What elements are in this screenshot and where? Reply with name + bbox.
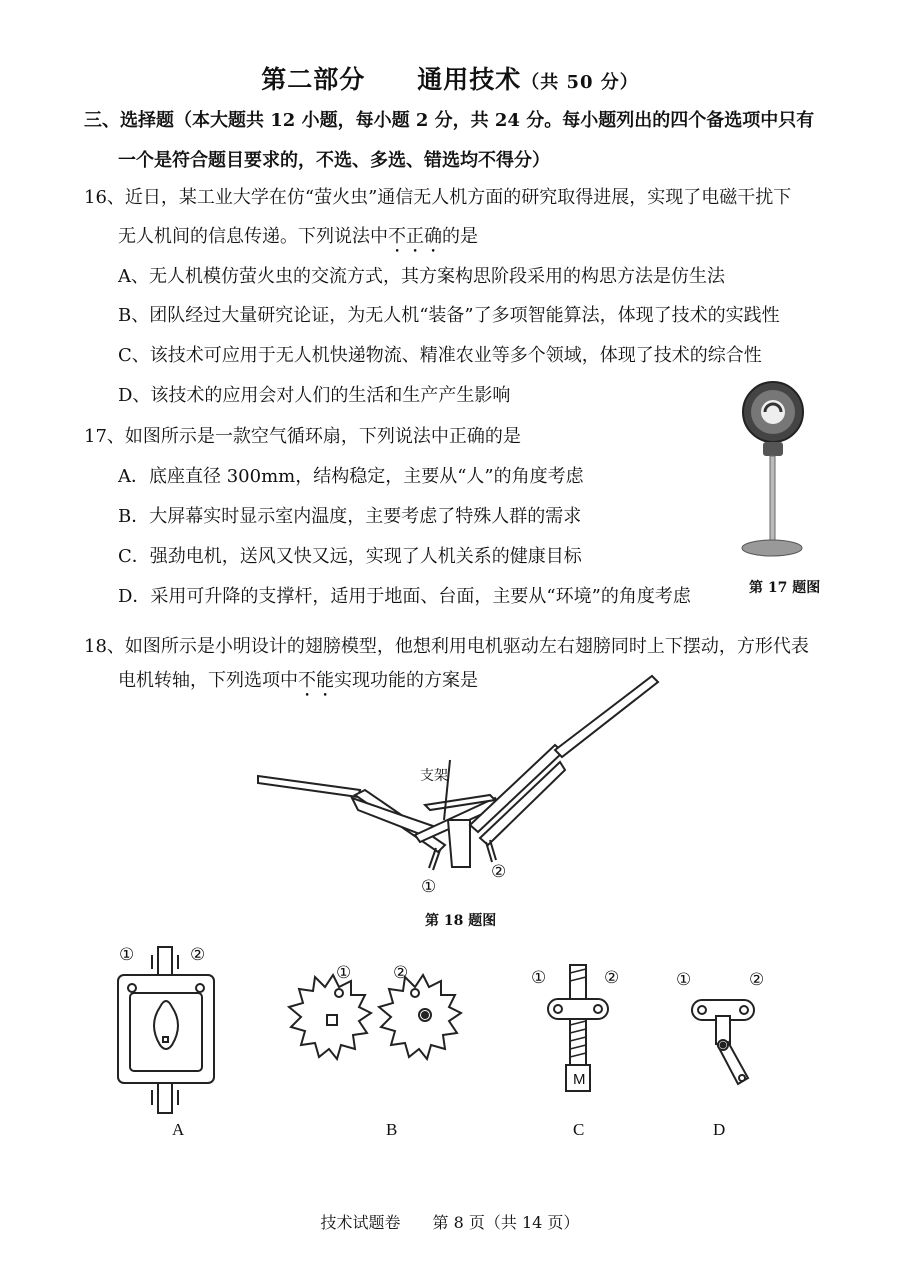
q17-figure-caption: 第 17 题图 <box>749 580 821 596</box>
q16-option-a: A、无人机模仿萤火虫的交流方式，其方案构思阶段采用的构思方法是仿生法 <box>118 266 725 287</box>
q16-stem-line1: 16、近日，某工业大学在仿“萤火虫”通信无人机方面的研究取得进展，实现了电磁干扰下 <box>84 187 792 208</box>
title-main: 第二部分 通用技术 <box>261 65 522 94</box>
option-a-cam-frame-figure <box>110 945 230 1125</box>
q16-option-c: C、该技术可应用于无人机快递物流、精准农业等多个领域，体现了技术的综合性 <box>118 345 762 366</box>
q17-option-c: C．强劲电机，送风又快又远，实现了人机关系的健康目标 <box>118 546 582 567</box>
option-b-label-2: ② <box>393 963 409 983</box>
option-c-label-2: ② <box>604 968 620 988</box>
option-d-label-1: ① <box>676 970 692 990</box>
section-heading-line2: 一个是符合题目要求的，不选、多选、错选均不得分） <box>118 150 550 171</box>
q17-option-d: D．采用可升降的支撑杆，适用于地面、台面，主要从“环境”的角度考虑 <box>118 586 691 607</box>
option-c-motor-label: M <box>573 1071 586 1088</box>
q17-option-b: B．大屏幕实时显示室内温度，主要考虑了特殊人群的需求 <box>118 506 582 527</box>
option-d-letter: D <box>713 1120 726 1139</box>
option-b-letter: B <box>386 1120 398 1139</box>
q17-option-a: A．底座直径 300mm，结构稳定，主要从“人”的角度考虑 <box>118 466 584 487</box>
option-a-label-1: ① <box>119 945 135 965</box>
option-d-label-2: ② <box>749 970 765 990</box>
q18-stem-line1: 18、如图所示是小明设计的翅膀模型，他想利用电机驱动左右翅膀同时上下摆动，方形代表 <box>84 636 809 657</box>
option-c-letter: C <box>573 1120 585 1139</box>
q18-stem-text: 电机转轴，下列选项中 <box>118 670 298 691</box>
q18-emphasis: 不能 <box>298 670 334 691</box>
bracket-label: 支架 <box>420 768 448 784</box>
q18-figure-caption: 第 18 题图 <box>425 913 497 929</box>
section-heading-line1: 三、选择题（本大题共 12 小题，每小题 2 分，共 24 分。每小题列出的四个备选项中只有 <box>84 110 815 131</box>
q16-option-d: D、该技术的应用会对人们的生活和生产产生影响 <box>118 385 511 406</box>
q16-option-b: B、团队经过大量研究论证，为无人机“装备”了多项智能算法，体现了技术的实践性 <box>118 305 780 326</box>
page-footer: 技术试题卷 第 8 页（共 14 页） <box>320 1213 580 1232</box>
option-c-label-1: ① <box>531 968 547 988</box>
q18-stem-tail: 实现功能的方案是 <box>334 670 478 691</box>
option-b-label-1: ① <box>336 963 352 983</box>
q16-emphasis: 不正确 <box>388 226 442 247</box>
q17-stem: 17、如图所示是一款空气循环扇，下列说法中正确的是 <box>84 426 521 447</box>
option-a-letter: A <box>172 1120 185 1139</box>
q16-stem-tail: 的是 <box>442 226 478 247</box>
option-d-crank-figure <box>680 990 780 1100</box>
wing-rod-2-label: ② <box>491 862 507 882</box>
q16-stem-text: 无人机间的信息传递。下列说法中 <box>118 226 388 247</box>
option-a-label-2: ② <box>190 945 206 965</box>
option-b-gears-figure <box>285 975 485 1095</box>
wing-rod-1-label: ① <box>421 877 437 897</box>
title-sub: （共 50 分） <box>521 72 639 93</box>
